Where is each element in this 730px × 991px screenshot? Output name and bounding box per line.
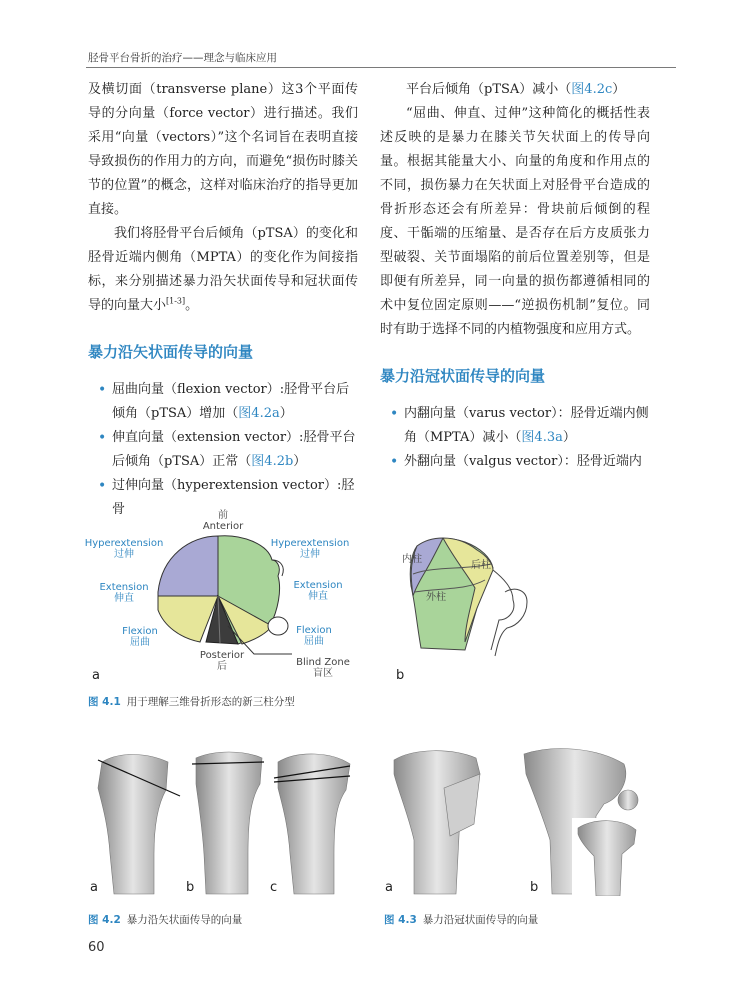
text-column-left — [88, 78, 358, 522]
label-hyperextension-right: Hyperextension — [270, 538, 350, 549]
bullet-list — [380, 402, 650, 474]
figure-link[interactable]: 图4.3a — [521, 430, 563, 445]
figure-caption — [88, 694, 295, 709]
label-extension-left: Extension — [99, 582, 149, 593]
figure-caption-text: 暴力沿冠状面传导的向量 — [422, 914, 539, 926]
figure-number: 图 4.2 — [88, 914, 121, 926]
list-item-text: 内翻向量（varus vector）：胫骨近端内侧角（MPTA）减小（ — [404, 406, 649, 445]
figure-link[interactable]: 图4.2a — [238, 406, 280, 421]
paragraph-end: ） — [612, 82, 626, 97]
label-anterior-cn: 前 — [218, 510, 228, 521]
bone-render-c — [278, 754, 350, 894]
list-item-text: 外翻向量（valgus vector）：胫骨近端内 — [404, 454, 642, 469]
label-flexion-right: Flexion — [296, 625, 332, 636]
label-flexion-left-cn: 屈曲 — [130, 637, 150, 648]
page-number: 60 — [88, 940, 105, 955]
list-item — [88, 426, 358, 474]
figure-4-1b-diagram — [395, 530, 545, 660]
figure-link[interactable]: 图4.2b — [251, 454, 294, 469]
label-extension-right-cn: 伸直 — [308, 591, 328, 602]
label-hyperextension-left-cn: 过伸 — [114, 549, 134, 560]
paragraph: “屈曲、伸直、过伸”这种简化的概括性表述反映的是暴力在膝关节矢状面上的传导向量。根据其能量大小、向量的角度和作用点的不同，损伤暴力在矢状面上对胫骨平台造成的骨折形态还会有所差异：骨块前后倾倒的程度、干骺端的压缩量、是否存在后方皮质张力型破裂、关节面塌陷的前后位置差别等，但是即便有所差异，同一向量的损伤都遵循相同的术中复位固定原则——“逆损伤机制”复位。同时有助于选择不同的内植物强度和应用方式。 — [380, 106, 650, 337]
list-item-text: 伸直向量（extension vector）:胫骨平台后倾角（pTSA）正常（ — [112, 430, 356, 469]
paragraph — [88, 222, 358, 318]
panel-letter-c: c — [270, 880, 278, 895]
list-item — [88, 378, 358, 426]
section-title: 暴力沿矢状面传导的向量 — [88, 343, 254, 361]
bullet-list — [88, 378, 358, 522]
label-hyperextension-left: Hyperextension — [84, 538, 164, 549]
panel-letter-a: a — [385, 880, 393, 895]
paragraph-text: 我们将胫骨平台后倾角（pTSA）的变化和胫骨近端内侧角（MPTA）的变化作为间接指标，来分别描述暴力沿矢状面传导和冠状面传导的向量大小 — [88, 226, 358, 313]
running-title: 胫骨平台骨折的治疗——理念与临床应用 — [88, 52, 277, 64]
label-hyperextension-right-cn: 过伸 — [300, 549, 320, 560]
list-item-end: ） — [279, 406, 293, 421]
bullet-icon: • — [390, 406, 399, 422]
label-posterior-cn: 后 — [217, 661, 227, 672]
label-outer-column: 外柱 — [426, 592, 446, 603]
list-item — [380, 450, 650, 474]
list-item — [380, 402, 650, 450]
citation[interactable]: [1-3] — [166, 296, 186, 306]
list-item-end: ） — [293, 454, 307, 469]
bullet-icon: • — [98, 382, 107, 398]
bullet-icon: • — [98, 478, 107, 494]
figure-number: 图 4.1 — [88, 696, 121, 708]
panel-letter-a: a — [92, 668, 100, 683]
figure-link[interactable]: 图4.2c — [571, 82, 613, 97]
figure-caption — [384, 912, 538, 927]
list-item-end: ） — [562, 430, 576, 445]
label-extension-left-cn: 伸直 — [114, 593, 134, 604]
label-posterior: Posterior — [199, 650, 245, 661]
panel-letter-b: b — [396, 668, 405, 683]
section-title: 暴力沿冠状面传导的向量 — [380, 367, 546, 385]
label-flexion-right-cn: 屈曲 — [304, 636, 324, 647]
panel-letter-b: b — [186, 880, 195, 895]
figure-caption-text: 暴力沿矢状面传导的向量 — [126, 914, 243, 926]
paragraph — [380, 78, 650, 102]
text-column-right — [380, 78, 650, 474]
paragraph: 及横切面（transverse plane）这3个平面传导的分向量（force vector）进行描述。我们采用“向量（vectors）”这个名词旨在表明直接导致损伤的作用力的方向，而避免“损伤时膝关节的位置”的概念，这样对临床治疗的指导更加直接。 — [88, 82, 358, 217]
label-extension-right: Extension — [293, 580, 343, 591]
label-posterior-column: 后柱 — [471, 560, 491, 571]
panel-letter-b: b — [530, 880, 539, 895]
label-anterior: Anterior — [202, 521, 244, 532]
panel-letter-a: a — [90, 880, 98, 895]
figure-caption — [88, 912, 242, 927]
label-inner-column: 内柱 — [402, 554, 422, 565]
label-flexion-left: Flexion — [122, 626, 158, 637]
header-divider — [86, 67, 676, 68]
figure-number: 图 4.3 — [384, 914, 417, 926]
label-blind-zone: Blind Zone — [296, 657, 350, 668]
paragraph-end: 。 — [185, 298, 199, 313]
figure-4-3-images — [384, 744, 646, 896]
bone-render-b — [196, 752, 262, 894]
bullet-icon: • — [390, 454, 399, 470]
label-blind-zone-cn: 盲区 — [313, 668, 333, 679]
paragraph-text: 平台后倾角（pTSA）减小（ — [406, 82, 572, 97]
list-item-text: 过伸向量（hyperextension vector）:胫骨 — [112, 478, 355, 517]
bullet-icon: • — [98, 430, 107, 446]
figure-caption-text: 用于理解三维骨折形态的新三柱分型 — [126, 696, 295, 708]
list-item-text: 屈曲向量（flexion vector）:胫骨平台后倾角（pTSA）增加（ — [112, 382, 350, 421]
figure-4-2-images — [88, 744, 353, 896]
zone-hyperextension-left — [158, 536, 218, 596]
